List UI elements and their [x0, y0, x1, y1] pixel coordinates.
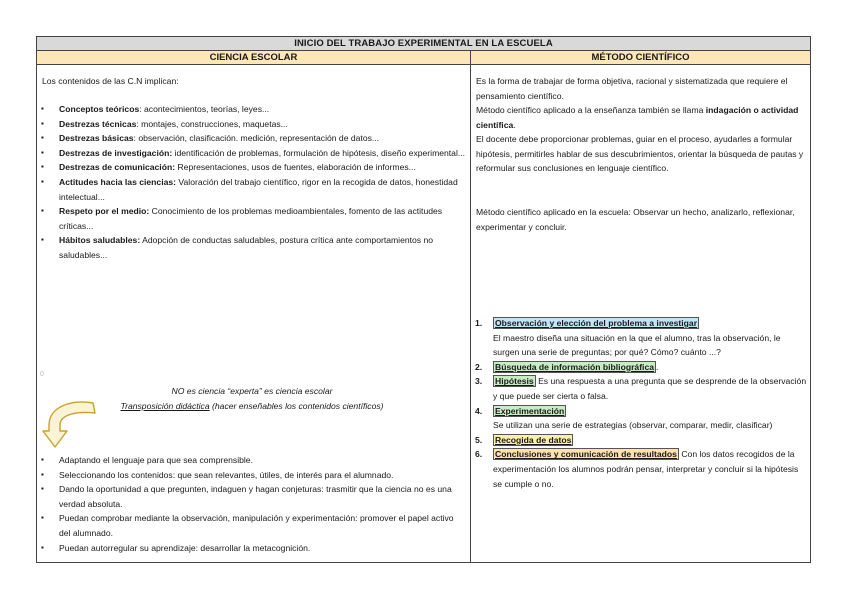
list-item: ▪ Puedan autorregular su aprendizaje: desarrollar la metacognición. — [37, 541, 467, 556]
list-item: ▪ Dando la oportunidad a que pregunten, indaguen y hagan conjeturas: trasmitir que la ciencia no es una verdad absoluta. — [37, 482, 467, 511]
step-number: 4. — [475, 405, 483, 416]
list-item — [37, 102, 467, 117]
list-item — [471, 447, 807, 491]
ciencia-escolar-column — [37, 65, 471, 563]
step-number: 2. — [475, 361, 483, 372]
table-title: INICIO DEL TRABAJO EXPERIMENTAL EN LA ESCUELA — [37, 37, 810, 51]
step-after: Con los datos recogidos de la experimentación los alumnos podrán pensar, interpretar y concluir si la hipótesis se cumple o no. — [493, 449, 799, 489]
step-number: 6. — [475, 449, 483, 460]
right-column-header: MÉTODO CIENTÍFICO — [471, 51, 810, 64]
left-column-header: CIENCIA ESCOLAR — [37, 51, 471, 64]
item-sep: : — [133, 133, 139, 144]
step-label: Experimentación — [495, 405, 565, 416]
list-item — [37, 175, 467, 204]
teacher-role: El docente debe proporcionar problemas, guiar en el proceso, ayudarles a formular hipótesis, permitirles hablar de sus descubrimientos, orientar la búsqueda de pautas y reformular sus conclusiones en lenguaje científico. — [476, 134, 804, 174]
item-term: Actitudes hacia las ciencias: — [59, 176, 177, 187]
method-definition: Es la forma de trabajar de forma objetiva, racional y sistematizada que requiere el pensamiento científico. — [476, 76, 788, 101]
list-item — [471, 374, 807, 403]
step-number: 5. — [475, 434, 483, 445]
transposition-note — [37, 399, 467, 414]
item-term: Destrezas de investigación: — [59, 147, 173, 158]
method-teaching-term: indagación o actividad científica — [476, 105, 799, 130]
list-item — [37, 204, 467, 233]
transposition-rest: (hacer enseñables los contenidos científicos) — [209, 401, 384, 411]
step-label: Conclusiones y comunicación de resultados — [495, 449, 677, 460]
not-expert-note: NO es ciencia “experta” es ciencia escolar — [171, 386, 333, 396]
step-description: El maestro diseña una situación en la que el alumno, tras la observación, le surgen una serie de preguntas; por qué? Cómo? cuánto ...? — [493, 332, 781, 358]
stray-mark: 0 — [40, 371, 44, 378]
step-after: . — [656, 361, 659, 372]
list-item — [471, 404, 807, 433]
document-table — [36, 36, 811, 563]
list-item: ▪ Seleccionando los contenidos: que sean relevantes, útiles, de interés para el alumnado. — [37, 468, 467, 483]
step-label: Hipótesis — [495, 376, 534, 387]
item-sep: : — [136, 118, 142, 129]
table-body — [37, 65, 810, 563]
item-text: Conocimiento de los problemas medioambientales, fomento de las actitudes críticas... — [59, 206, 443, 231]
method-teaching-end: . — [513, 119, 516, 130]
list-item — [37, 146, 467, 161]
item-text: identificación de problemas, formulación de hipótesis, diseño experimental... — [174, 147, 466, 158]
item-term: Hábitos saludables: — [59, 235, 141, 246]
list-item — [37, 160, 467, 175]
list-item — [37, 131, 467, 146]
contents-intro: Los contenidos de las C.N implican: — [42, 76, 179, 86]
list-item: ▪ Puedan comprobar mediante la observación, manipulación y experimentación: promover el papel activo del alumnado. — [37, 511, 467, 540]
step-after: Es una respuesta a una pregunta que se desprende de la observación y que puede ser cierta o falsa. — [493, 376, 807, 401]
item-text: Adopción de conductas saludables, postura crítica ante comportamientos no saludables... — [59, 235, 434, 260]
list-item: ▪ Adaptando el lenguaje para que sea comprensible. — [37, 453, 467, 468]
list-item — [471, 433, 807, 448]
item-term: Destrezas básicas — [59, 133, 134, 144]
item-text: acontecimientos, teorías, leyes... — [144, 104, 270, 114]
column-headers — [37, 51, 810, 65]
method-teaching — [476, 103, 806, 132]
item-text: Representaciones, usos de fuentes, elaboración de informes... — [177, 162, 416, 173]
curved-arrow-icon — [41, 395, 101, 451]
actions-list — [37, 453, 467, 555]
item-term: Respeto por el medio: — [59, 206, 150, 217]
step-label: Búsqueda de información bibliográfica — [495, 361, 655, 372]
step-number: 3. — [475, 376, 483, 387]
list-item — [471, 316, 807, 360]
item-text: montajes, construcciones, maquetas... — [141, 118, 288, 129]
item-term: Destrezas técnicas — [59, 118, 137, 129]
metodo-cientifico-column — [471, 65, 810, 563]
school-method: Método científico aplicado en la escuela: Observar un hecho, analizarlo, reflexionar, experimentar y concluir. — [476, 207, 795, 232]
step-description: Se utilizan una serie de estrategias (observar, comparar, medir, clasificar) — [493, 420, 773, 431]
item-text: Valoración del trabajo científico, rigor en la recogida de datos, honestidad intelectual... — [59, 176, 458, 202]
item-term: Destrezas de comunicación: — [59, 162, 176, 173]
item-text: observación, clasificación. medición, representación de datos... — [138, 133, 380, 144]
contents-list — [37, 102, 467, 263]
list-item — [471, 360, 807, 375]
item-term: Conceptos teóricos — [59, 104, 140, 114]
step-number: 1. — [475, 318, 483, 328]
list-item — [37, 117, 467, 132]
method-teaching-text: Método científico aplicado a la enseñanza también se llama — [476, 105, 706, 115]
list-item — [37, 233, 467, 262]
step-label: Observación y elección del problema a investigar — [495, 318, 698, 328]
step-label: Recogida de datos — [495, 434, 572, 445]
method-steps — [471, 316, 807, 491]
transposition-term: Transposición didáctica — [120, 401, 210, 411]
item-sep: : — [139, 104, 145, 114]
